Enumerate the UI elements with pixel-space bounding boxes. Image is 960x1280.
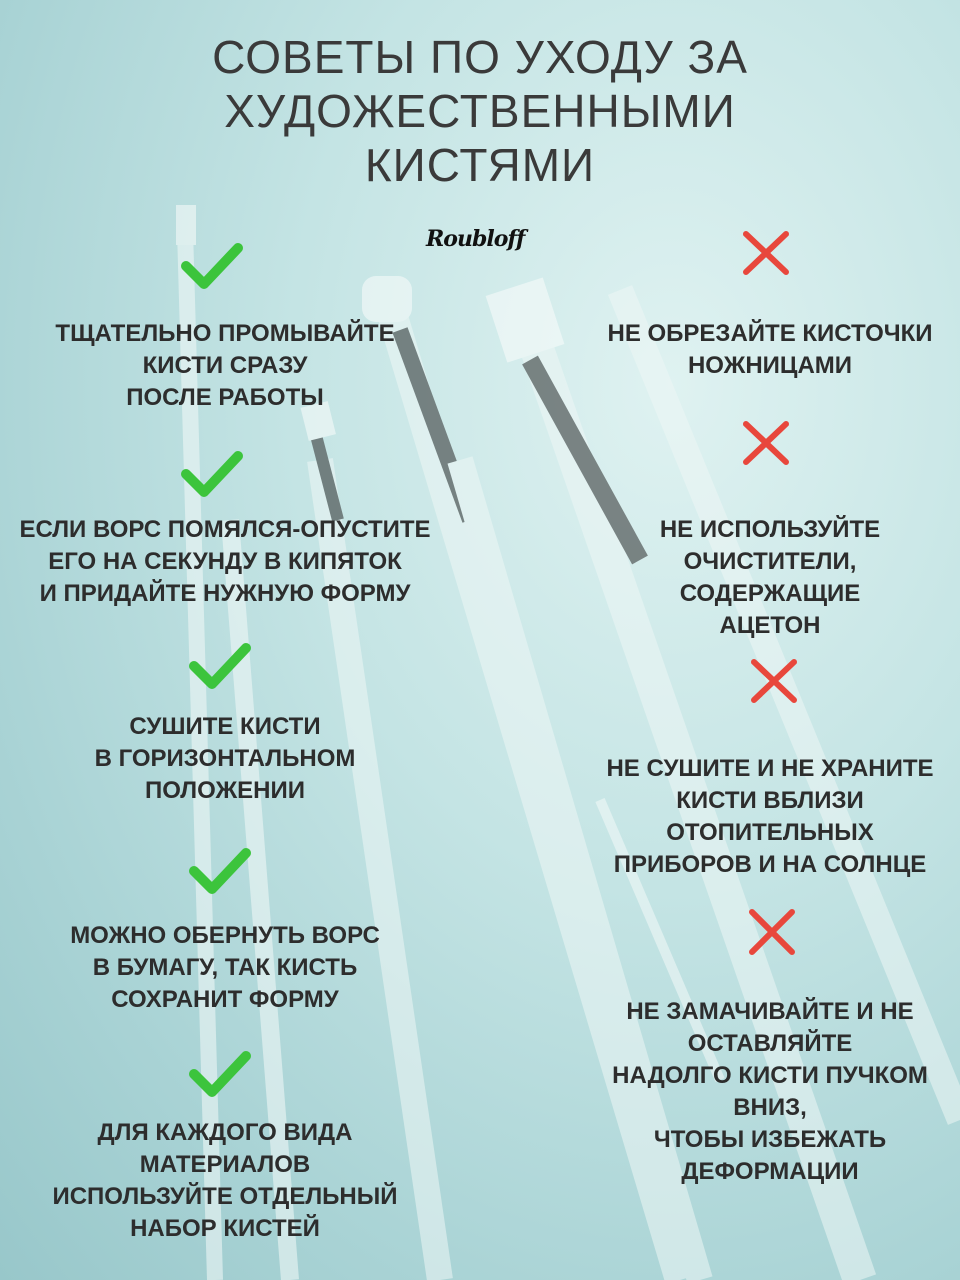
- title-line: ХУДОЖЕСТВЕННЫМИ: [224, 85, 736, 137]
- tip-line: ДЕФОРМАЦИИ: [681, 1158, 859, 1185]
- do-tip: [0, 514, 450, 610]
- tip-line: И ПРИДАЙТЕ НУЖНУЮ ФОРМУ: [39, 580, 411, 607]
- title-line: КИСТЯМИ: [364, 139, 596, 191]
- tip-line: ПОСЛЕ РАБОТЫ: [126, 384, 324, 411]
- tip-line: ПРИБОРОВ И НА СОЛНЦЕ: [613, 851, 927, 878]
- tip-line: МАТЕРИАЛОВ: [139, 1151, 311, 1178]
- dont-tip: [585, 753, 955, 881]
- cross-icon: [744, 906, 800, 958]
- do-tip: [20, 711, 430, 807]
- tip-line: ОСТАВЛЯЙТЕ: [687, 1030, 853, 1057]
- cross-icon: [738, 418, 794, 468]
- dont-tip: [585, 514, 955, 642]
- check-icon: [188, 640, 252, 692]
- tip-line: НАБОР КИСТЕЙ: [130, 1215, 320, 1242]
- tip-line: ЕСЛИ ВОРС ПОМЯЛСЯ-ОПУСТИТЕ: [19, 516, 431, 543]
- cross-icon: [738, 228, 794, 278]
- check-icon: [188, 1048, 252, 1100]
- do-tip: [10, 1117, 440, 1245]
- page-title: [0, 30, 960, 192]
- tip-line: ВНИЗ,: [733, 1094, 807, 1121]
- tip-line: ОЧИСТИТЕЛИ,: [683, 548, 857, 575]
- tip-line: В ГОРИЗОНТАЛЬНОМ: [94, 745, 356, 772]
- title-line: СОВЕТЫ ПО УХОДУ ЗА: [212, 31, 748, 83]
- tip-line: НЕ ОБРЕЗАЙТЕ КИСТОЧКИ: [607, 320, 933, 347]
- do-tip: [20, 318, 430, 414]
- tip-line: НЕ ЗАМАЧИВАЙТЕ И НЕ: [626, 998, 914, 1025]
- tip-line: НОЖНИЦАМИ: [687, 352, 853, 379]
- tip-line: ДЛЯ КАЖДОГО ВИДА: [97, 1119, 353, 1146]
- brand-logo: Roubloff: [426, 226, 525, 252]
- check-icon: [180, 448, 244, 500]
- cross-icon: [746, 656, 802, 706]
- tip-line: ПОЛОЖЕНИИ: [144, 777, 306, 804]
- do-tip: [20, 920, 430, 1016]
- tip-line: НАДОЛГО КИСТИ ПУЧКОМ: [612, 1062, 928, 1089]
- tip-line: СОХРАНИТ ФОРМУ: [111, 986, 339, 1013]
- check-icon: [180, 240, 244, 292]
- tip-line: СУШИТЕ КИСТИ: [129, 713, 321, 740]
- check-icon: [188, 845, 252, 897]
- dont-tip: [585, 996, 955, 1188]
- tip-line: ТЩАТЕЛЬНО ПРОМЫВАЙТЕ: [55, 320, 395, 347]
- tip-line: КИСТИ СРАЗУ: [142, 352, 308, 379]
- tip-line: КИСТИ ВБЛИЗИ: [676, 787, 864, 814]
- tip-line: МОЖНО ОБЕРНУТЬ ВОРС: [70, 922, 380, 949]
- tip-line: ИСПОЛЬЗУЙТЕ ОТДЕЛЬНЫЙ: [52, 1183, 398, 1210]
- tip-line: АЦЕТОН: [719, 612, 821, 639]
- tip-line: ЕГО НА СЕКУНДУ В КИПЯТОК: [48, 548, 402, 575]
- tip-line: В БУМАГУ, ТАК КИСТЬ: [92, 954, 358, 981]
- tip-line: ЧТОБЫ ИЗБЕЖАТЬ: [653, 1126, 887, 1153]
- dont-tip: [585, 318, 955, 382]
- tip-line: НЕ СУШИТЕ И НЕ ХРАНИТЕ: [606, 755, 934, 782]
- tip-line: СОДЕРЖАЩИЕ: [679, 580, 861, 607]
- tip-line: ОТОПИТЕЛЬНЫХ: [666, 819, 874, 846]
- tip-line: НЕ ИСПОЛЬЗУЙТЕ: [659, 516, 881, 543]
